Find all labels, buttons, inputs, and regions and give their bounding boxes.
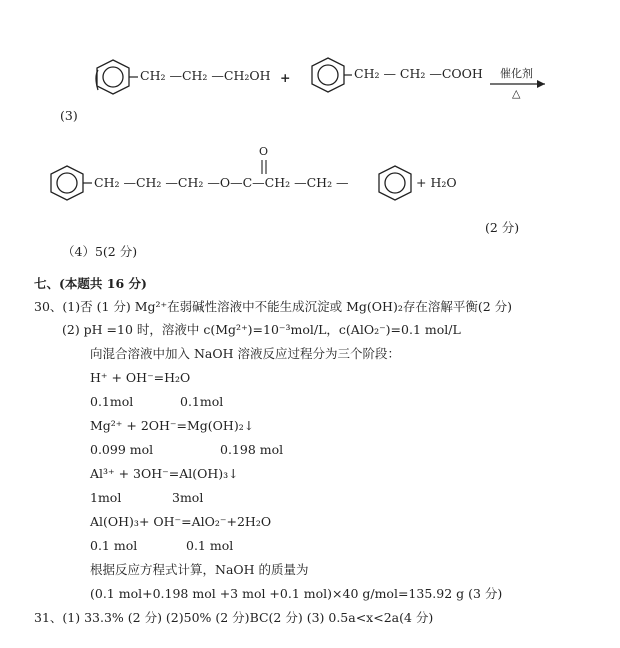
benzene-ring-icon [312, 58, 344, 92]
equation-4: Al(OH)₃+ OH⁻=AlO₂⁻+2H₂O [90, 514, 272, 529]
carbonyl-oxygen: O [259, 145, 269, 158]
eq1-amount-2: 0.1mol [180, 394, 224, 409]
heat-symbol: △ [512, 87, 521, 100]
eq4-amount-1: 0.1 mol [90, 538, 138, 553]
equation-1: H⁺ + OH⁻=H₂O [90, 370, 191, 385]
eq1-amount-1: 0.1mol [90, 394, 134, 409]
ester-chain: CH₂ —CH₂ —CH₂ —O—C—CH₂ —CH₂ — [94, 175, 349, 190]
eq2-amount-1: 0.099 mol [90, 442, 154, 457]
reactant-chain-2: CH₂ — CH₂ —COOH [354, 66, 483, 81]
answer-4: （4）5(2 分) [62, 244, 138, 259]
arrowhead-icon [537, 80, 545, 88]
eq3-amount-1: 1mol [90, 490, 122, 505]
eq3-amount-2: 3mol [172, 490, 204, 505]
q30-line2: (2) pH =10 时，溶液中 c(Mg²⁺)=10⁻³mol/L，c(AlO₂⁻)=0.1 mol/L [62, 322, 461, 337]
section-heading: 七、(本题共 16 分) [34, 276, 147, 291]
q31-line: 31、(1) 33.3% (2 分) (2)50% (2 分)BC(2 分) (3) 0.5a<x<2a(4 分) [34, 610, 434, 625]
equation-2: Mg²⁺ + 2OH⁻=Mg(OH)₂↓ [90, 418, 255, 433]
part-label: (3) [60, 108, 78, 123]
eq4-amount-2: 0.1 mol [186, 538, 234, 553]
benzene-ring-icon [379, 166, 411, 200]
calc-intro: 根据反应方程式计算，NaOH 的质量为 [90, 562, 309, 577]
benzene-ring-icon [97, 60, 129, 94]
q30-line3: 向混合溶液中加入 NaOH 溶液反应过程分为三个阶段： [90, 346, 400, 361]
equation-3: Al³⁺ + 3OH⁻=Al(OH)₃↓ [90, 466, 239, 481]
water-product: + H₂O [416, 175, 457, 190]
eq2-amount-2: 0.198 mol [220, 442, 284, 457]
catalyst-label: 催化剂 [500, 67, 533, 80]
reactant-chain-1: CH₂ —CH₂ —CH₂OH [140, 68, 271, 83]
score-label: (2 分) [485, 220, 520, 235]
calc-line: (0.1 mol+0.198 mol +3 mol +0.1 mol)×40 g/mol=135.92 g (3 分) [90, 586, 503, 601]
benzene-ring-icon [51, 166, 83, 200]
plus-sign: + [280, 70, 291, 85]
q30-line1: 30、(1)否 (1 分) Mg²⁺在弱碱性溶液中不能生成沉淀或 Mg(OH)₂存在溶解平衡(2 分) [34, 299, 513, 314]
